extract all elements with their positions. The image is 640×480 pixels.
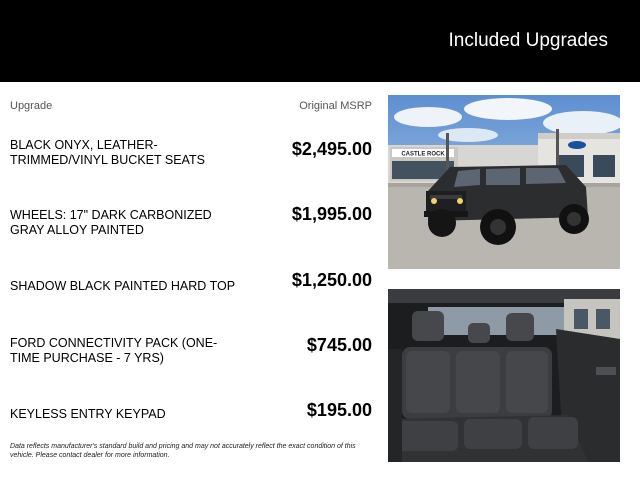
upgrade-price: $1,250.00 [291, 270, 372, 290]
upgrade-price: $1,995.00 [291, 204, 372, 224]
upgrade-name: BLACK ONYX, LEATHER-TRIMMED/VINYL BUCKET SEATS [10, 138, 205, 167]
exterior-vehicle-photo [388, 95, 620, 269]
disclaimer-text: Data reflects manufacturer's standard build and pricing and may not accurately reflect the exact condition of this vehicle. Please contact dealer for more information. [10, 443, 356, 459]
interior-seats-image [388, 289, 620, 462]
upgrade-name: KEYLESS ENTRY KEYPAD [10, 407, 166, 421]
upgrade-name: WHEELS: 17" DARK CARBONIZED GRAY ALLOY PAINTED [10, 208, 212, 237]
interior-seats-photo [388, 289, 620, 462]
column-header-msrp: Original MSRP [299, 100, 372, 112]
column-header-upgrade: Upgrade [10, 100, 53, 112]
page-title: Included Upgrades [448, 30, 608, 51]
upgrade-price: $745.00 [306, 335, 372, 355]
upgrade-name: SHADOW BLACK PAINTED HARD TOP [10, 279, 236, 293]
upgrade-price: $2,495.00 [291, 139, 372, 159]
upgrade-price: $195.00 [306, 400, 372, 420]
header-bar [0, 0, 640, 82]
dealer-sign: CASTLE ROCK [401, 151, 445, 158]
upgrade-name: FORD CONNECTIVITY PACK (ONE-TIME PURCHASE - 7 YRS) [10, 336, 218, 365]
exterior-vehicle-image [388, 95, 620, 269]
